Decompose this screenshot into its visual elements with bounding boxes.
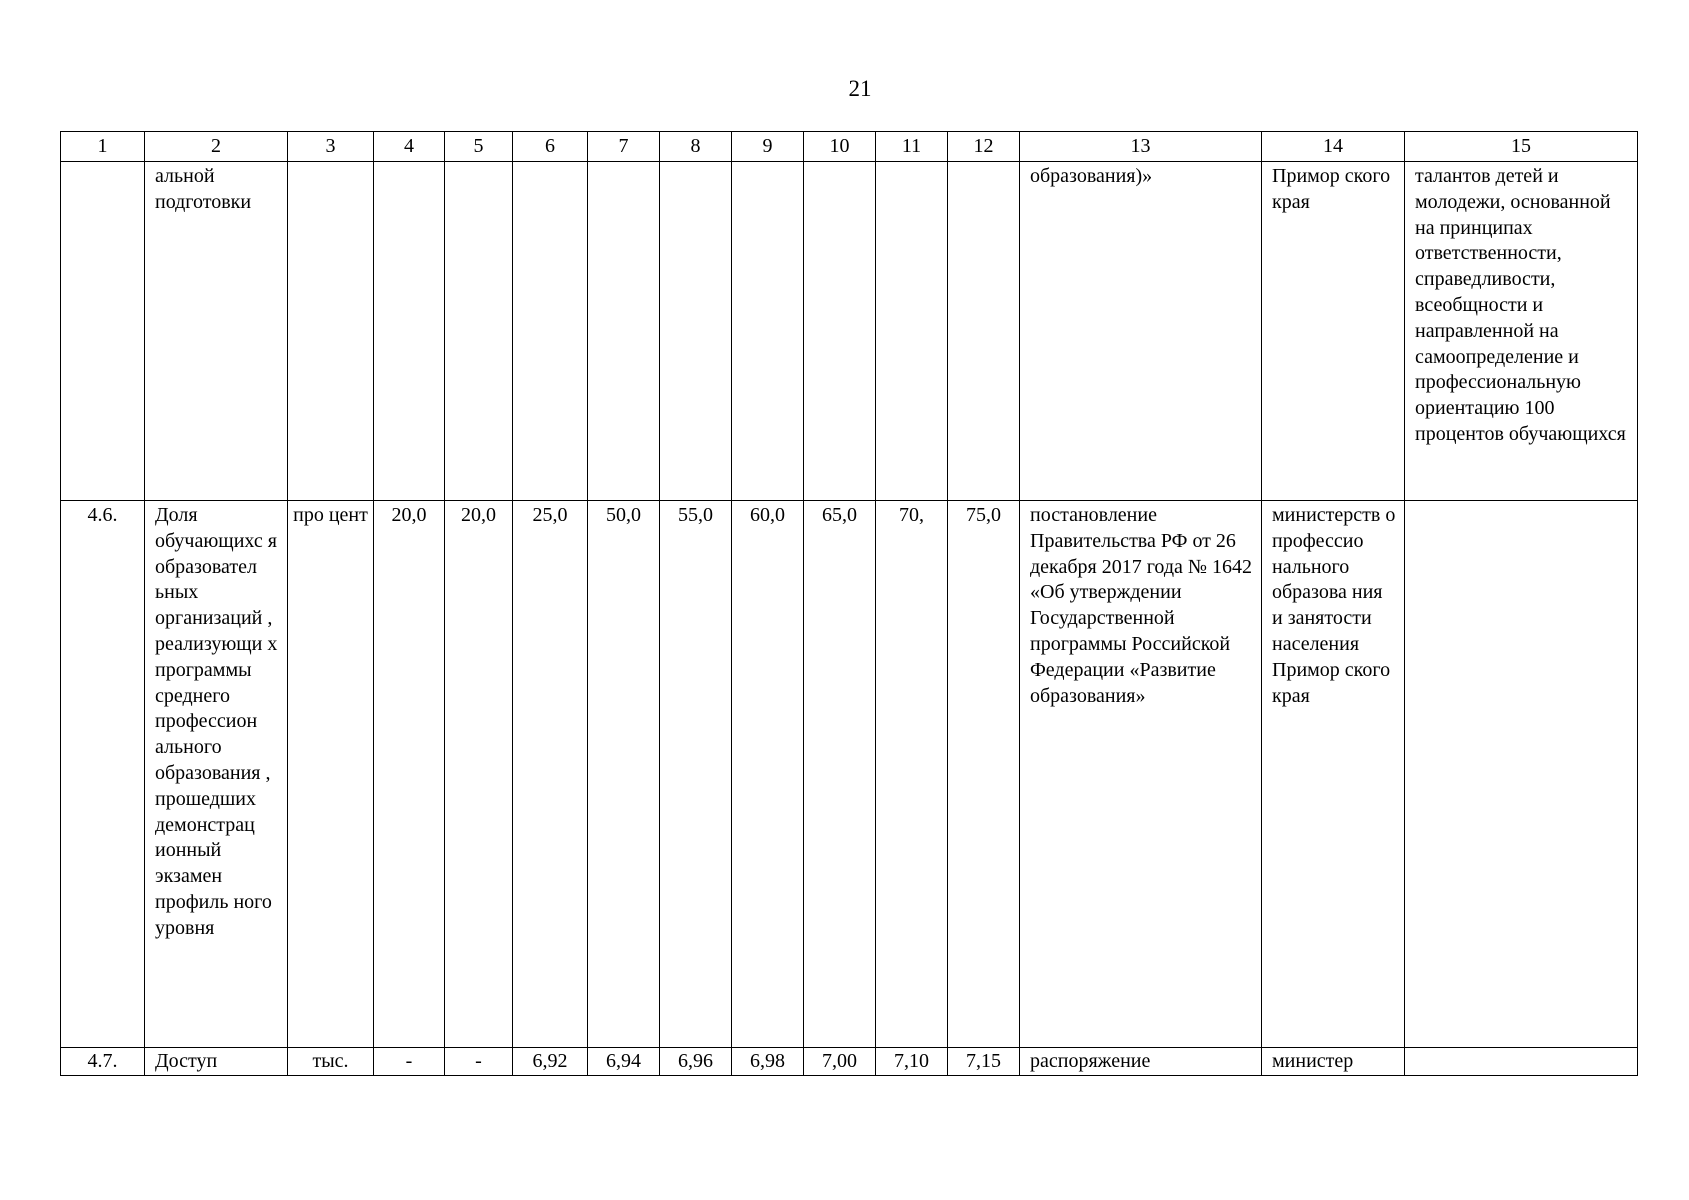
column-header: 15 — [1405, 132, 1638, 162]
value-cell — [588, 162, 660, 501]
unit-cell: тыс. — [288, 1048, 374, 1076]
value-cell: 65,0 — [804, 501, 876, 1048]
note-cell — [1405, 1048, 1638, 1076]
value-cell: - — [445, 1048, 513, 1076]
column-header: 14 — [1262, 132, 1405, 162]
source-document-cell: образования)» — [1020, 162, 1262, 501]
value-cell — [732, 162, 804, 501]
row-number-cell: 4.6. — [61, 501, 145, 1048]
value-cell: 6,94 — [588, 1048, 660, 1076]
indicator-name-cell: Доля обучающихс я образовател ьных организаций , реализующи х программы среднего профессион ального образования , прошедших демонстрац ионный экзамен профиль ного уровня — [145, 501, 288, 1048]
row-number-cell — [61, 162, 145, 501]
column-header: 6 — [513, 132, 588, 162]
value-cell — [876, 162, 948, 501]
source-document-cell: постановление Правительства РФ от 26 декабря 2017 года № 1642 «Об утверждении Государственной программы Российской Федерации «Развитие образования» — [1020, 501, 1262, 1048]
value-cell: 25,0 — [513, 501, 588, 1048]
indicator-table — [60, 131, 1638, 1076]
value-cell: 60,0 — [732, 501, 804, 1048]
row-number-cell: 4.7. — [61, 1048, 145, 1076]
column-header: 5 — [445, 132, 513, 162]
table-row — [61, 501, 1638, 1048]
table-row — [61, 1048, 1638, 1076]
value-cell: 55,0 — [660, 501, 732, 1048]
column-header: 7 — [588, 132, 660, 162]
column-header: 11 — [876, 132, 948, 162]
responsible-body-cell: Примор ского края — [1262, 162, 1405, 501]
column-header: 9 — [732, 132, 804, 162]
source-document-cell: распоряжение — [1020, 1048, 1262, 1076]
indicator-name-cell: Доступ — [145, 1048, 288, 1076]
value-cell: 7,15 — [948, 1048, 1020, 1076]
responsible-body-cell: министерств о профессио нального образова ния и занятости населения Примор ского края — [1262, 501, 1405, 1048]
value-cell — [948, 162, 1020, 501]
column-header: 4 — [374, 132, 445, 162]
unit-cell: про цент — [288, 501, 374, 1048]
column-header: 13 — [1020, 132, 1262, 162]
value-cell — [445, 162, 513, 501]
value-cell — [513, 162, 588, 501]
column-header: 12 — [948, 132, 1020, 162]
responsible-body-cell: министер — [1262, 1048, 1405, 1076]
value-cell — [374, 162, 445, 501]
table-row — [61, 162, 1638, 501]
unit-cell — [288, 162, 374, 501]
column-header: 1 — [61, 132, 145, 162]
table-header-row — [61, 132, 1638, 162]
value-cell: - — [374, 1048, 445, 1076]
value-cell: 70, — [876, 501, 948, 1048]
page-number: 21 — [848, 76, 872, 101]
value-cell: 20,0 — [445, 501, 513, 1048]
value-cell: 20,0 — [374, 501, 445, 1048]
value-cell: 50,0 — [588, 501, 660, 1048]
value-cell — [804, 162, 876, 501]
value-cell: 7,00 — [804, 1048, 876, 1076]
value-cell: 6,96 — [660, 1048, 732, 1076]
value-cell — [660, 162, 732, 501]
value-cell: 6,92 — [513, 1048, 588, 1076]
value-cell: 75,0 — [948, 501, 1020, 1048]
indicator-name-cell: альной подготовки — [145, 162, 288, 501]
column-header: 2 — [145, 132, 288, 162]
column-header: 10 — [804, 132, 876, 162]
note-cell: талантов детей и молодежи, основанной на принципах ответственности, справедливости, всеобщности и направленной на самоопределение и профессиональную ориентацию 100 процентов обучающихся — [1405, 162, 1638, 501]
value-cell: 7,10 — [876, 1048, 948, 1076]
column-header: 3 — [288, 132, 374, 162]
column-header: 8 — [660, 132, 732, 162]
note-cell — [1405, 501, 1638, 1048]
value-cell: 6,98 — [732, 1048, 804, 1076]
